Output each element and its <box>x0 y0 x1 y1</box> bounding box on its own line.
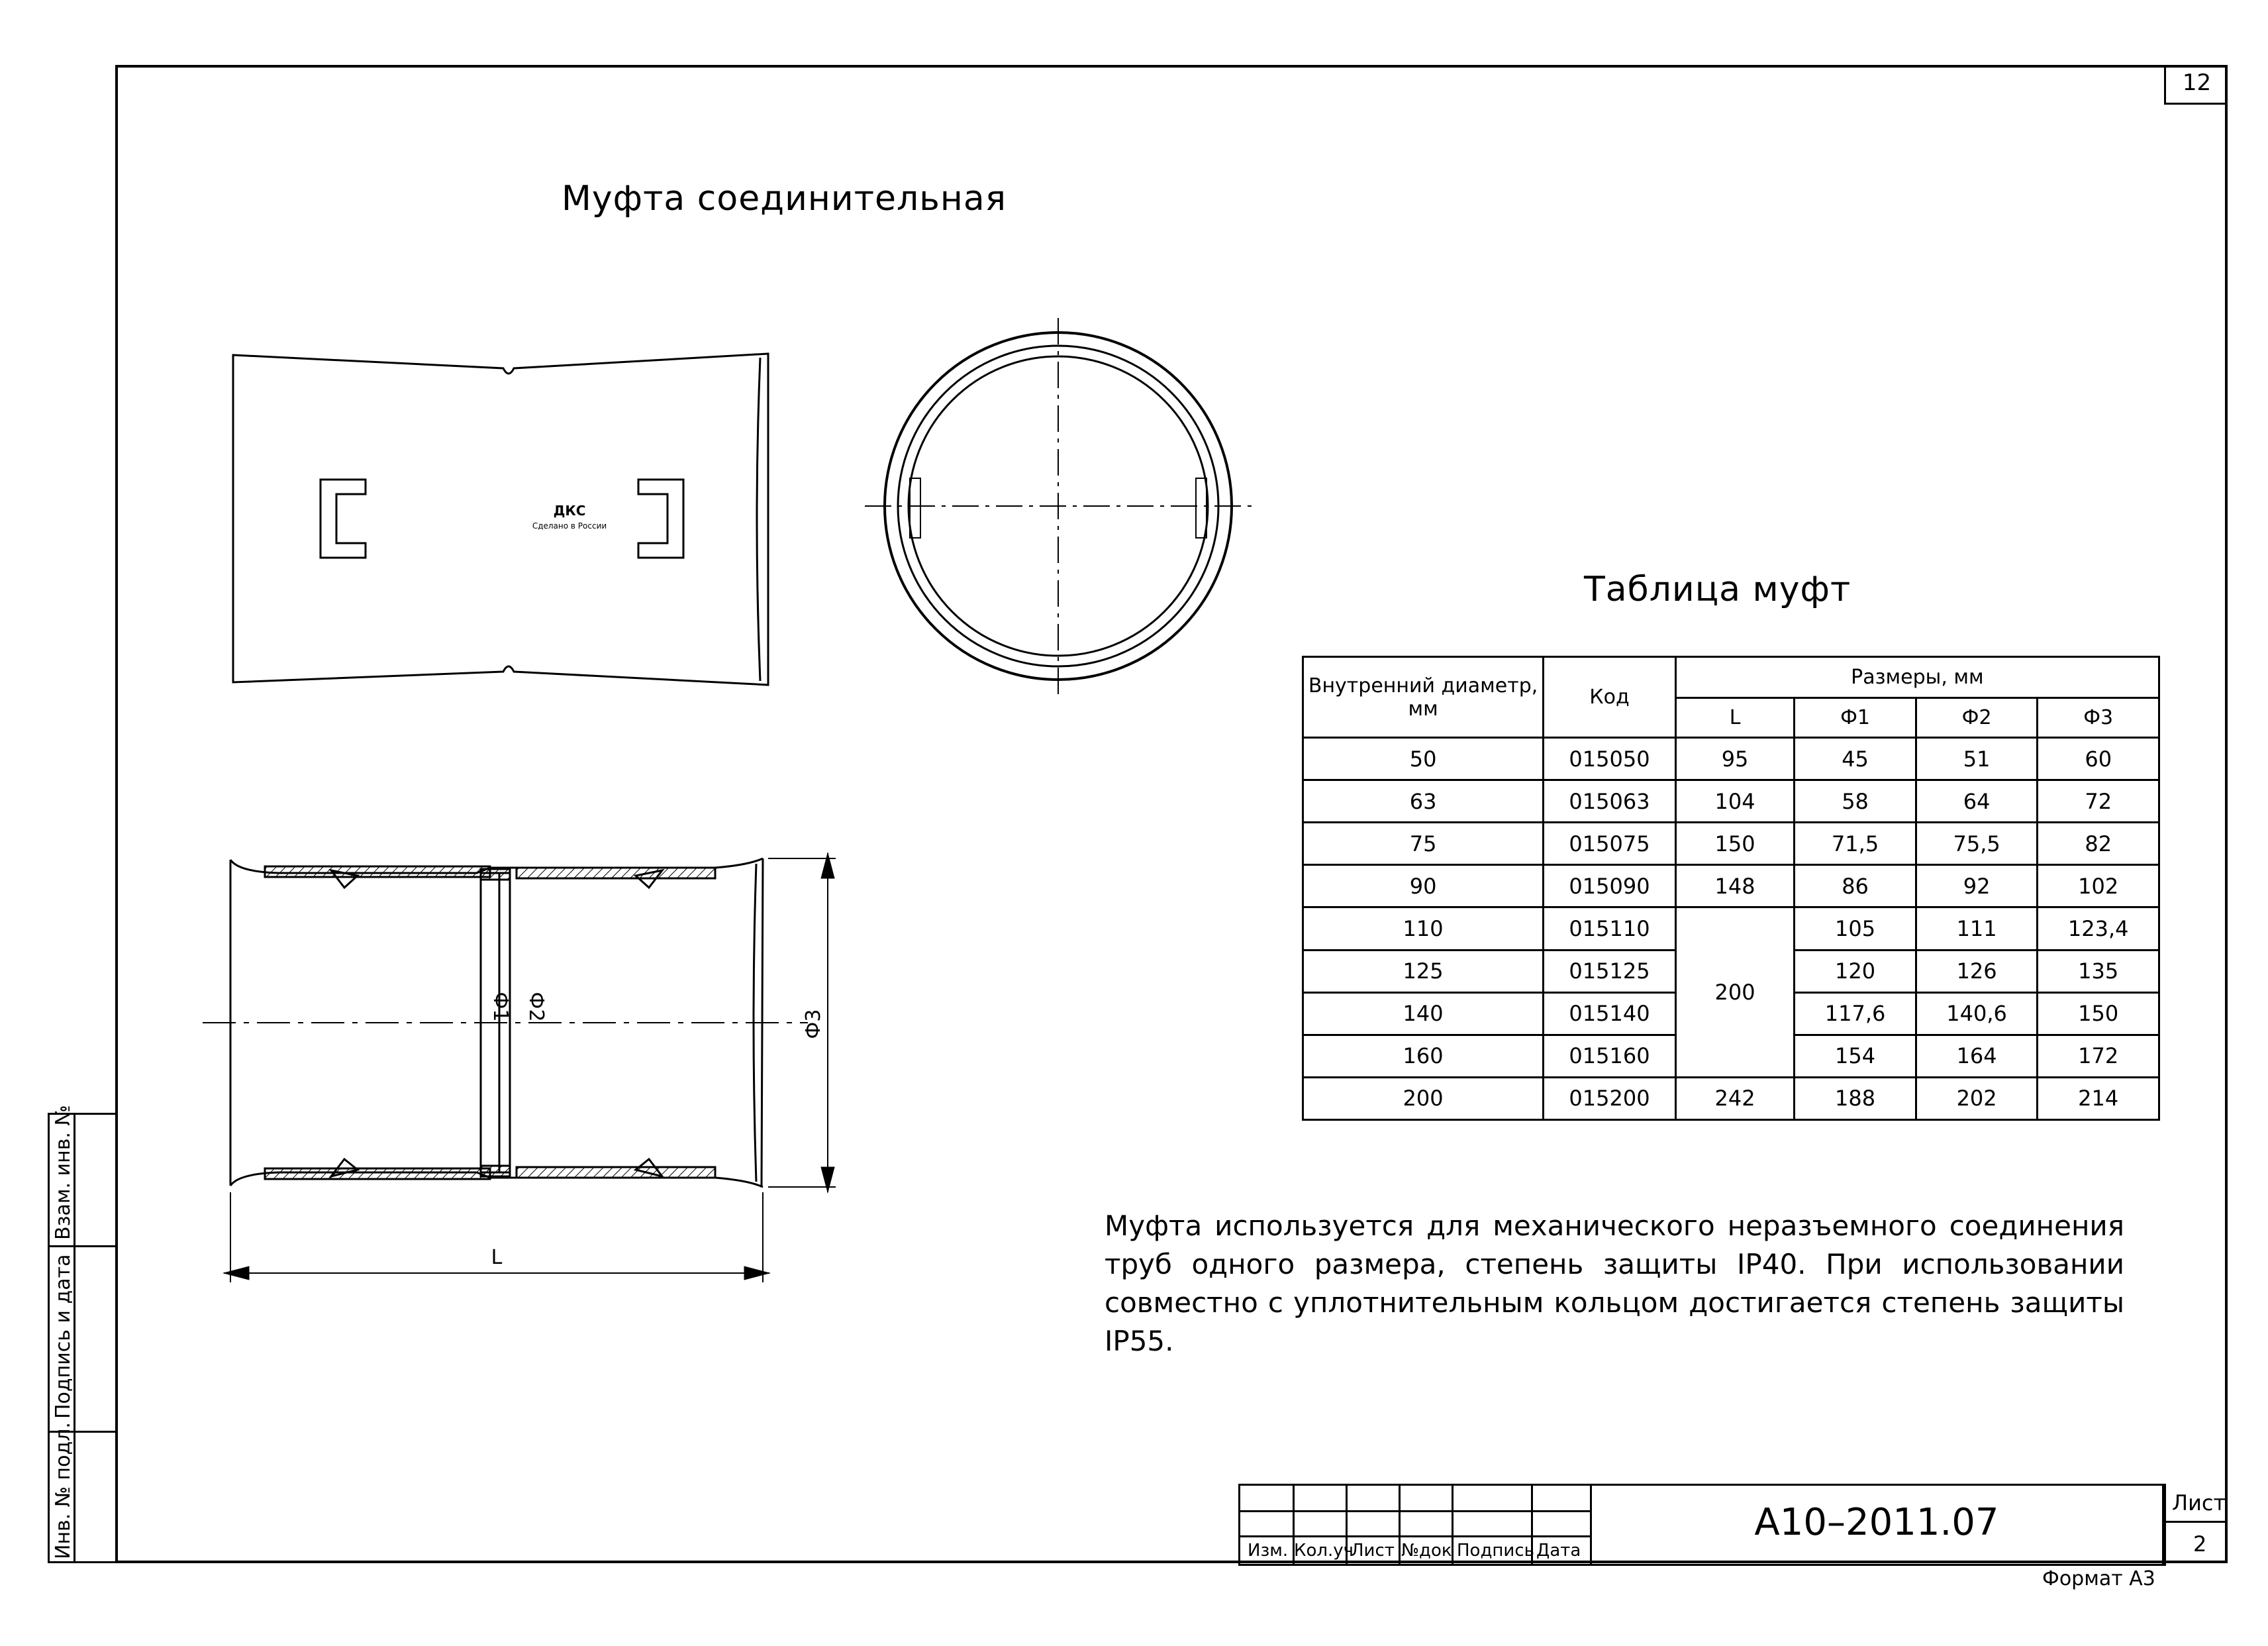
table-row <box>1303 780 2159 823</box>
dim-length-label: L <box>491 1246 503 1269</box>
cell-code: 015140 <box>1544 992 1676 1035</box>
end-view <box>865 318 1252 695</box>
cell-phi3: 72 <box>2038 780 2159 823</box>
tb-col-podpis: Подпись <box>1457 1541 1534 1561</box>
front-view <box>233 354 768 685</box>
side-label-inv-podl: Инв. № подл. <box>52 1422 75 1559</box>
tb-col-izm: Изм. <box>1248 1541 1289 1561</box>
cell-phi2: 140,6 <box>1916 992 2038 1035</box>
cell-L: 148 <box>1675 865 1794 907</box>
cell-phi1: 117,6 <box>1795 992 1916 1035</box>
coupling-table <box>1302 656 2160 1121</box>
cell-code: 015160 <box>1544 1035 1676 1077</box>
front-view-made-in: Сделано в России <box>532 521 607 531</box>
cell-L: 150 <box>1675 823 1794 865</box>
side-stamp-divider <box>48 1245 115 1247</box>
tb-col-ndok: №док <box>1401 1541 1452 1561</box>
side-label-podpis-data: Подпись и дата <box>52 1254 75 1419</box>
cell-inner-diameter: 50 <box>1303 738 1544 780</box>
cell-inner-diameter: 140 <box>1303 992 1544 1035</box>
dim-phi2-label: Ф2 <box>524 992 548 1022</box>
cell-phi1: 45 <box>1795 738 1916 780</box>
cell-inner-diameter: 200 <box>1303 1077 1544 1119</box>
cell-phi3: 150 <box>2038 992 2159 1035</box>
table-row <box>1303 907 2159 950</box>
tb-line <box>2164 1521 2228 1523</box>
cell-phi2: 202 <box>1916 1077 2038 1119</box>
tb-col-list: Лист <box>1351 1541 1395 1561</box>
cell-phi1: 71,5 <box>1795 823 1916 865</box>
cell-inner-diameter: 75 <box>1303 823 1544 865</box>
cell-phi3: 60 <box>2038 738 2159 780</box>
cell-inner-diameter: 160 <box>1303 1035 1544 1077</box>
tb-line <box>1238 1510 1592 1512</box>
cell-phi1: 154 <box>1795 1035 1916 1077</box>
cell-code: 015125 <box>1544 950 1676 992</box>
cell-phi2: 75,5 <box>1916 823 2038 865</box>
tb-col-koluch: Кол.уч <box>1294 1541 1354 1561</box>
cell-phi1: 120 <box>1795 950 1916 992</box>
cell-L: 95 <box>1675 738 1794 780</box>
front-view-logo: ДКС <box>553 503 586 519</box>
format-label: Формат А3 <box>2042 1567 2155 1590</box>
drawing-title: Муфта соединительная <box>562 179 1007 219</box>
cell-phi2: 164 <box>1916 1035 2038 1077</box>
page-number: 12 <box>2164 65 2228 105</box>
header-L: L <box>1675 698 1794 738</box>
header-phi3: Ф3 <box>2038 698 2159 738</box>
cell-code: 015063 <box>1544 780 1676 823</box>
cell-phi2: 111 <box>1916 907 2038 950</box>
sheet-label: Лист <box>2172 1490 2226 1516</box>
header-inner-diameter: Внутренний диаметр, мм <box>1303 657 1544 738</box>
header-phi1: Ф1 <box>1795 698 1916 738</box>
cell-phi1: 86 <box>1795 865 1916 907</box>
cell-L: 104 <box>1675 780 1794 823</box>
cell-code: 015050 <box>1544 738 1676 780</box>
description-text: Муфта используется для механического неразъемного соединения труб одного размера, степень защиты IP40. При использовании совместно с уплотнительным кольцом достигается степень защиты IP55. <box>1105 1209 2124 1357</box>
side-label-vzam-inv: Взам. инв. № <box>52 1105 75 1240</box>
cell-L: 200 <box>1675 907 1794 1077</box>
cell-phi3: 135 <box>2038 950 2159 992</box>
tb-col-data: Дата <box>1536 1541 1581 1561</box>
table-row <box>1303 823 2159 865</box>
cell-phi2: 92 <box>1916 865 2038 907</box>
header-sizes: Размеры, мм <box>1675 657 2159 698</box>
cell-code: 015090 <box>1544 865 1676 907</box>
cell-L: 242 <box>1675 1077 1794 1119</box>
table-title: Таблица муфт <box>1584 570 1851 609</box>
cell-phi3: 172 <box>2038 1035 2159 1077</box>
cell-phi2: 51 <box>1916 738 2038 780</box>
tb-line <box>1399 1484 1401 1566</box>
cell-inner-diameter: 125 <box>1303 950 1544 992</box>
cell-phi3: 214 <box>2038 1077 2159 1119</box>
cell-code: 015075 <box>1544 823 1676 865</box>
cell-inner-diameter: 90 <box>1303 865 1544 907</box>
cell-phi3: 82 <box>2038 823 2159 865</box>
table-row <box>1303 1077 2159 1119</box>
cell-phi3: 102 <box>2038 865 2159 907</box>
document-code: А10–2011.07 <box>1754 1501 1999 1544</box>
cell-code: 015200 <box>1544 1077 1676 1119</box>
table-row <box>1303 865 2159 907</box>
cell-phi1: 188 <box>1795 1077 1916 1119</box>
cell-phi2: 126 <box>1916 950 2038 992</box>
cell-inner-diameter: 63 <box>1303 780 1544 823</box>
cell-phi3: 123,4 <box>2038 907 2159 950</box>
sheet-number: 2 <box>2193 1531 2207 1557</box>
cell-phi1: 58 <box>1795 780 1916 823</box>
cell-phi1: 105 <box>1795 907 1916 950</box>
cell-phi2: 64 <box>1916 780 2038 823</box>
tb-line <box>2164 1484 2166 1566</box>
tb-line <box>1238 1535 1592 1537</box>
cell-inner-diameter: 110 <box>1303 907 1544 950</box>
header-phi2: Ф2 <box>1916 698 2038 738</box>
dim-phi1-label: Ф1 <box>489 992 512 1022</box>
cell-code: 015110 <box>1544 907 1676 950</box>
header-code: Код <box>1544 657 1676 738</box>
dim-phi3-label: Ф3 <box>802 1009 825 1039</box>
table-row <box>1303 738 2159 780</box>
